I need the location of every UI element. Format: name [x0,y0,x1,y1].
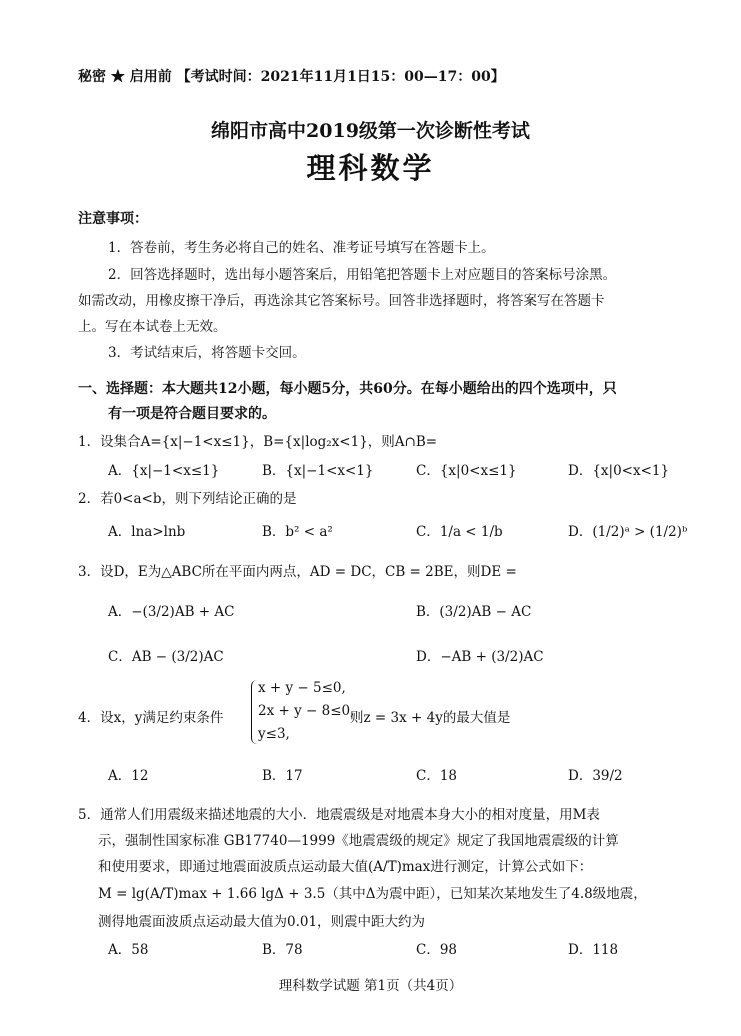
subject-title: 理科数学 [306,151,435,185]
question-1-stem: 1．设集合A={x|−1<x≤1}，B={x|log₂x<1}，则A∩B= [78,434,438,450]
notice-heading: 注意事项： [78,211,148,227]
exam-title: 绵阳市高中2019级第一次诊断性考试 [211,120,530,142]
constraint-1: x + y − 5≤0, [258,680,346,696]
question-5-line-4: M = lg(A/T)max + 1.66 lgΔ + 3.5（其中Δ为震中距），已知某次某地发生了4.8级地震， [98,886,647,902]
q1-option-a: A．{x|−1<x≤1} [108,463,220,479]
q5-option-c: C．98 [416,942,458,958]
q3-option-d: D．−AB + (3/2)AC [416,649,544,665]
q4-option-c: C．18 [416,768,458,784]
q4-option-b: B．17 [262,768,303,784]
notice-line-1: 1．答卷前，考生务必将自己的姓名、准考证号填写在答题卡上。 [108,240,495,256]
question-3-stem: 3．设D，E为△ABC所在平面内两点，AD = DC，CB = 2BE，则DE = [78,564,517,580]
q5-option-d: D．118 [568,942,619,958]
exam-time-header: 秘密 ★ 启用前 【考试时间：2021年11月1日15：00—17：00】 [78,69,505,85]
question-4-stem-suffix: 则z = 3x + 4y的最大值是 [350,710,511,726]
constraint-3: y≤3, [258,726,290,742]
question-5-line-1: 5．通常人们用震级来描述地震的大小．地震震级是对地震本身大小的相对度量，用M表 [78,807,600,823]
notice-line-5: 3．考试结束后，将答题卡交回。 [108,345,306,361]
notice-line-2: 2．回答选择题时，选出每小题答案后，用铅笔把答题卡上对应题目的答案标号涂黑。 [108,267,617,283]
constraint-brace [251,680,258,744]
q5-option-a: A．58 [108,942,149,958]
q2-option-a: A．lna>lnb [108,524,186,540]
q4-option-d: D．39/2 [568,768,623,784]
question-5-line-3: 和使用要求，即通过地震面波质点运动最大值(A/T)max进行测定，计算公式如下： [98,859,593,875]
question-5-line-5: 测得地震面波质点运动最大值为0.01，则震中距大约为 [98,914,426,930]
q2-option-d: D．(1/2)ᵃ > (1/2)ᵇ [568,524,688,540]
q1-option-b: B．{x|−1<x<1} [262,463,374,479]
q1-option-d: D．{x|0<x<1} [568,463,670,479]
q2-option-c: C．1/a < 1/b [416,524,503,540]
question-2-stem: 2．若0<a<b，则下列结论正确的是 [78,491,297,507]
q3-option-a: A．−(3/2)AB + AC [108,604,235,620]
question-4-stem-prefix: 4．设x，y满足约束条件 [78,710,224,726]
notice-line-3: 如需改动，用橡皮擦干净后，再选涂其它答案标号。回答非选择题时，将答案写在答题卡 [78,293,605,309]
q3-option-c: C．AB − (3/2)AC [108,649,224,665]
section-heading: 一、选择题：本大题共12小题，每小题5分，共60分。在每小题给出的四个选项中，只 [78,381,617,397]
notice-line-4: 上。写在本试卷上无效。 [78,319,227,335]
question-5-line-2: 示，强制性国家标准 GB17740—1999《地震震级的规定》规定了我国地震震级的计算 [98,833,619,849]
q3-option-b: B．(3/2)AB − AC [416,604,532,620]
q2-option-b: B．b² < a² [262,524,333,540]
q1-option-c: C．{x|0<x≤1} [416,463,517,479]
page-footer: 理科数学试题 第1页（共4页） [278,978,463,994]
q5-option-b: B．78 [262,942,303,958]
q4-option-a: A．12 [108,768,149,784]
section-heading-cont: 有一项是符合题目要求的。 [108,406,276,422]
constraint-2: 2x + y − 8≤0, [258,703,355,719]
